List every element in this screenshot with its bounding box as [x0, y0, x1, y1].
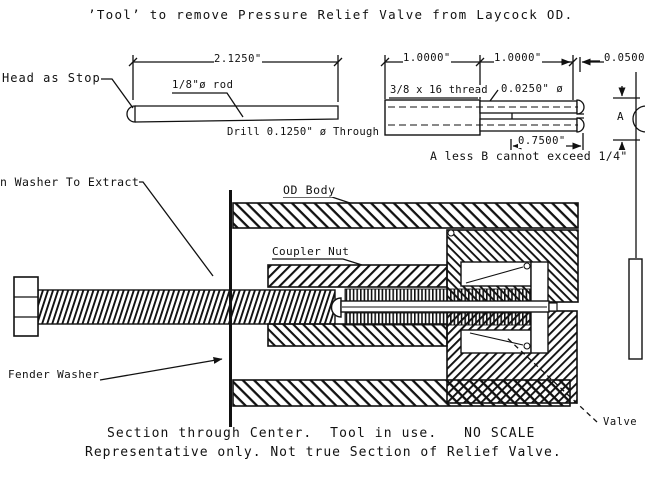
fork-prong-top	[480, 101, 577, 113]
threaded-body	[385, 100, 480, 135]
rod-label: 1/8"ø rod	[172, 79, 234, 91]
fender-washer-leader	[100, 359, 222, 380]
fender-washer-edge	[229, 190, 232, 438]
valve-spring-bottom	[345, 313, 531, 325]
valve-ball-partial	[633, 106, 645, 132]
a-dim-label: A	[617, 110, 624, 123]
rod-label-leader	[172, 93, 243, 117]
thread-end-view	[381, 52, 604, 153]
rod-head	[127, 106, 135, 122]
drawing-title: ’Tool’ to remove Pressure Relief Valve from Laycock OD.	[88, 7, 574, 22]
slot-dia-text: 0.0250" ø	[501, 83, 564, 95]
extract-label: n Washer To Extract	[0, 175, 140, 189]
od-body-label: OD Body	[283, 183, 336, 197]
section-view	[14, 190, 578, 438]
caption-line1: Section through Center. Tool in use. NO SCALE	[107, 426, 536, 441]
fender-washer-label: Fender Washer	[8, 368, 100, 381]
drill-note: Drill 0.1250" ø Through	[227, 126, 380, 138]
valve-pocket-upper	[461, 262, 531, 286]
detail-circle	[448, 230, 454, 236]
head-stop-leader	[101, 79, 133, 108]
slot-lines	[512, 113, 584, 119]
head-stop-label: Head as Stop	[2, 71, 101, 85]
detail-circle	[524, 343, 530, 349]
slot-dia-leader	[490, 90, 498, 101]
valve-stem-end	[549, 303, 557, 311]
valve-label: Valve	[603, 416, 638, 428]
od-body-top-wall	[233, 203, 578, 228]
od-body-leader	[283, 197, 350, 203]
ab-note: A less B cannot exceed 1/4"	[430, 149, 628, 163]
extract-leader	[130, 182, 213, 276]
bolt-head	[14, 277, 38, 336]
valve-spring-top	[345, 289, 531, 301]
caption-line2: Representative only. Not true Section of Relief Valve.	[85, 445, 562, 460]
prong-cap-bottom	[577, 118, 584, 132]
fork-prong-bottom	[480, 119, 577, 131]
extractor-threaded-rod	[38, 290, 335, 324]
valve-detail-partial	[590, 61, 645, 359]
coupler-nut-label: Coupler Nut	[272, 245, 350, 258]
detail-circle	[524, 263, 530, 269]
coupler-nut-top	[268, 265, 447, 287]
coupler-nut-leader	[272, 259, 362, 265]
coupler-nut-bottom	[268, 324, 447, 346]
valve-body-partial	[629, 259, 642, 359]
tube-length-dim-text: 1.0000"	[494, 52, 542, 64]
length-dim-text: 2.1250"	[214, 53, 262, 65]
slot-depth-dim-text: 0.7500"	[518, 135, 566, 147]
prong-cap-top	[577, 100, 584, 114]
thread-label: 3/8 x 16 thread	[390, 84, 488, 96]
thread-length-dim-text: 1.0000"	[403, 52, 451, 64]
gap-dim-text: 0.0500	[604, 52, 645, 64]
